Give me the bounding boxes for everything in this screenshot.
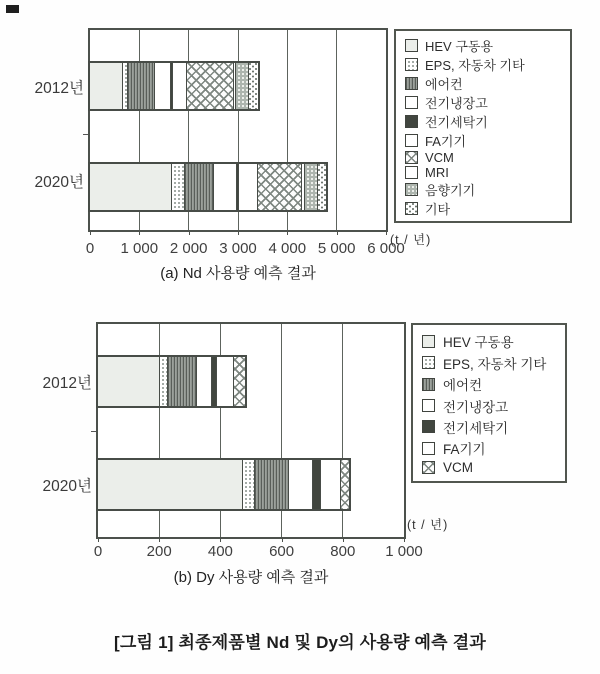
axis-tick-label: 5 000 (317, 240, 356, 257)
dy-category-label-2012: 2012년 (42, 375, 92, 392)
bar-segment-fridge (154, 63, 170, 109)
etc-swatch-icon (405, 202, 418, 215)
dy-legend (411, 323, 567, 483)
eps-swatch-icon (422, 356, 435, 369)
bar-segment-fa (216, 357, 233, 406)
stacked-bar-2020년 (88, 162, 328, 212)
legend-item (405, 165, 566, 180)
legend-item (422, 331, 561, 351)
legend-item (405, 199, 566, 218)
axis-tick (139, 230, 140, 235)
gridline (336, 30, 337, 230)
axis-tick (282, 537, 283, 542)
legend-label: 음향기기 (425, 183, 476, 198)
stacked-bar-2020년 (96, 458, 351, 511)
legend-item (422, 396, 561, 416)
audio-swatch-icon (405, 183, 418, 196)
axis-tick-label: 200 (146, 543, 172, 560)
legend-item (405, 36, 566, 55)
bar-segment-audio (304, 164, 317, 210)
legend-label: VCM (425, 150, 454, 165)
legend-item (422, 460, 561, 475)
legend-label: HEV 구동용 (425, 39, 494, 54)
legend-item (405, 74, 566, 93)
bar-segment-vcm (257, 164, 301, 210)
vcm-swatch-icon (422, 461, 435, 474)
fa-swatch-icon (405, 134, 418, 147)
bar-segment-vcm (186, 63, 233, 109)
axis-tick (98, 537, 99, 542)
axis-tick-label: 400 (207, 543, 233, 560)
nd-unit-label: (t / 년) (390, 233, 432, 247)
bar-segment-fa (320, 460, 340, 509)
bar-segment-eps (171, 164, 183, 210)
bar-segment-fridge (213, 164, 235, 210)
bar-segment-vcm (340, 460, 349, 509)
legend-item (422, 417, 561, 437)
hev-swatch-icon (422, 335, 435, 348)
nd-legend (394, 29, 572, 223)
axis-tick-label: 0 (93, 543, 103, 560)
hev-swatch-icon (405, 39, 418, 52)
nd-category-label-2020: 2020년 (34, 174, 84, 191)
bar-segment-eps (242, 460, 254, 509)
axis-tick-label: 1 000 (120, 240, 159, 257)
bar-segment-etc (317, 164, 326, 210)
legend-label: EPS, 자동차 기타 (425, 58, 525, 73)
stacked-bar-2012년 (88, 61, 260, 111)
legend-label: 전기세탁기 (425, 115, 488, 130)
legend-item (405, 131, 566, 150)
legend-label: MRI (425, 165, 449, 180)
figure-caption: [그림 1] 최종제품별 Nd 및 Dy의 사용량 예측 결과 (114, 633, 486, 652)
bar-segment-fa (238, 164, 257, 210)
legend-item (405, 112, 566, 131)
legend-label: VCM (443, 459, 473, 475)
bar-segment-hev (98, 357, 159, 406)
category-divider-tick (83, 134, 88, 135)
legend-item (405, 93, 566, 112)
bar-segment-aircon (254, 460, 288, 509)
fridge-swatch-icon (422, 399, 435, 412)
axis-tick (287, 230, 288, 235)
legend-label: 전기냉장고 (425, 96, 488, 111)
legend-label: FA기기 (425, 134, 467, 149)
legend-item (422, 438, 561, 458)
axis-tick-label: 600 (269, 543, 295, 560)
dy-unit-label: (t / 년) (407, 518, 449, 532)
bar-segment-eps (159, 357, 167, 406)
dy-subcaption: (b) Dy 사용량 예측 결과 (173, 569, 329, 586)
axis-tick-label: 1 000 (385, 543, 423, 560)
nd-plot-area (88, 28, 388, 232)
scan-artifact (6, 5, 19, 13)
legend-item (405, 55, 566, 74)
bar-segment-fridge (196, 357, 211, 406)
washer-swatch-icon (422, 420, 435, 433)
bar-segment-audio (235, 63, 247, 109)
axis-tick (159, 537, 160, 542)
legend-item (422, 353, 561, 373)
legend-label: 전기냉장고 (443, 399, 509, 415)
vcm-swatch-icon (405, 151, 418, 164)
bar-segment-fridge (288, 460, 312, 509)
axis-tick-label: 6 000 (367, 240, 405, 257)
axis-tick (404, 537, 405, 542)
fa-swatch-icon (422, 442, 435, 455)
axis-tick (238, 230, 239, 235)
legend-label: 에어컨 (425, 77, 463, 92)
legend-item (405, 180, 566, 199)
axis-tick-label: 4 000 (268, 240, 307, 257)
bar-segment-aircon (167, 357, 196, 406)
nd-category-label-2012: 2012년 (34, 80, 84, 97)
legend-item (405, 150, 566, 165)
axis-tick (386, 230, 387, 235)
legend-label: 전기세탁기 (443, 420, 509, 436)
bar-segment-hev (98, 460, 242, 509)
axis-tick (343, 537, 344, 542)
aircon-swatch-icon (422, 378, 435, 391)
bar-segment-fa (172, 63, 186, 109)
fridge-swatch-icon (405, 96, 418, 109)
bar-segment-vcm (233, 357, 245, 406)
axis-tick-label: 800 (330, 543, 356, 560)
aircon-swatch-icon (405, 77, 418, 90)
legend-label: HEV 구동용 (443, 335, 514, 351)
axis-tick (189, 230, 190, 235)
legend-item (422, 374, 561, 394)
axis-tick (337, 230, 338, 235)
bar-segment-hev (90, 63, 122, 109)
mri-swatch-icon (405, 166, 418, 179)
bar-segment-aircon (127, 63, 154, 109)
bar-segment-washer (312, 460, 320, 509)
axis-tick-label: 0 (85, 240, 95, 257)
dy-category-label-2020: 2020년 (42, 478, 92, 495)
bar-segment-hev (90, 164, 171, 210)
dy-plot-area (96, 322, 406, 539)
washer-swatch-icon (405, 115, 418, 128)
legend-label: FA기기 (443, 442, 486, 458)
legend-label: 기타 (425, 202, 451, 217)
legend-label: EPS, 자동차 기타 (443, 356, 547, 372)
axis-tick-label: 2 000 (169, 240, 208, 257)
bar-segment-etc (248, 63, 258, 109)
stacked-bar-2012년 (96, 355, 247, 408)
eps-swatch-icon (405, 58, 418, 71)
nd-subcaption: (a) Nd 사용량 예측 결과 (160, 265, 316, 282)
legend-label: 에어컨 (443, 378, 483, 394)
axis-tick-label: 3 000 (219, 240, 257, 257)
bar-segment-aircon (184, 164, 214, 210)
category-divider-tick (91, 431, 96, 432)
axis-tick (220, 537, 221, 542)
axis-tick (90, 230, 91, 235)
